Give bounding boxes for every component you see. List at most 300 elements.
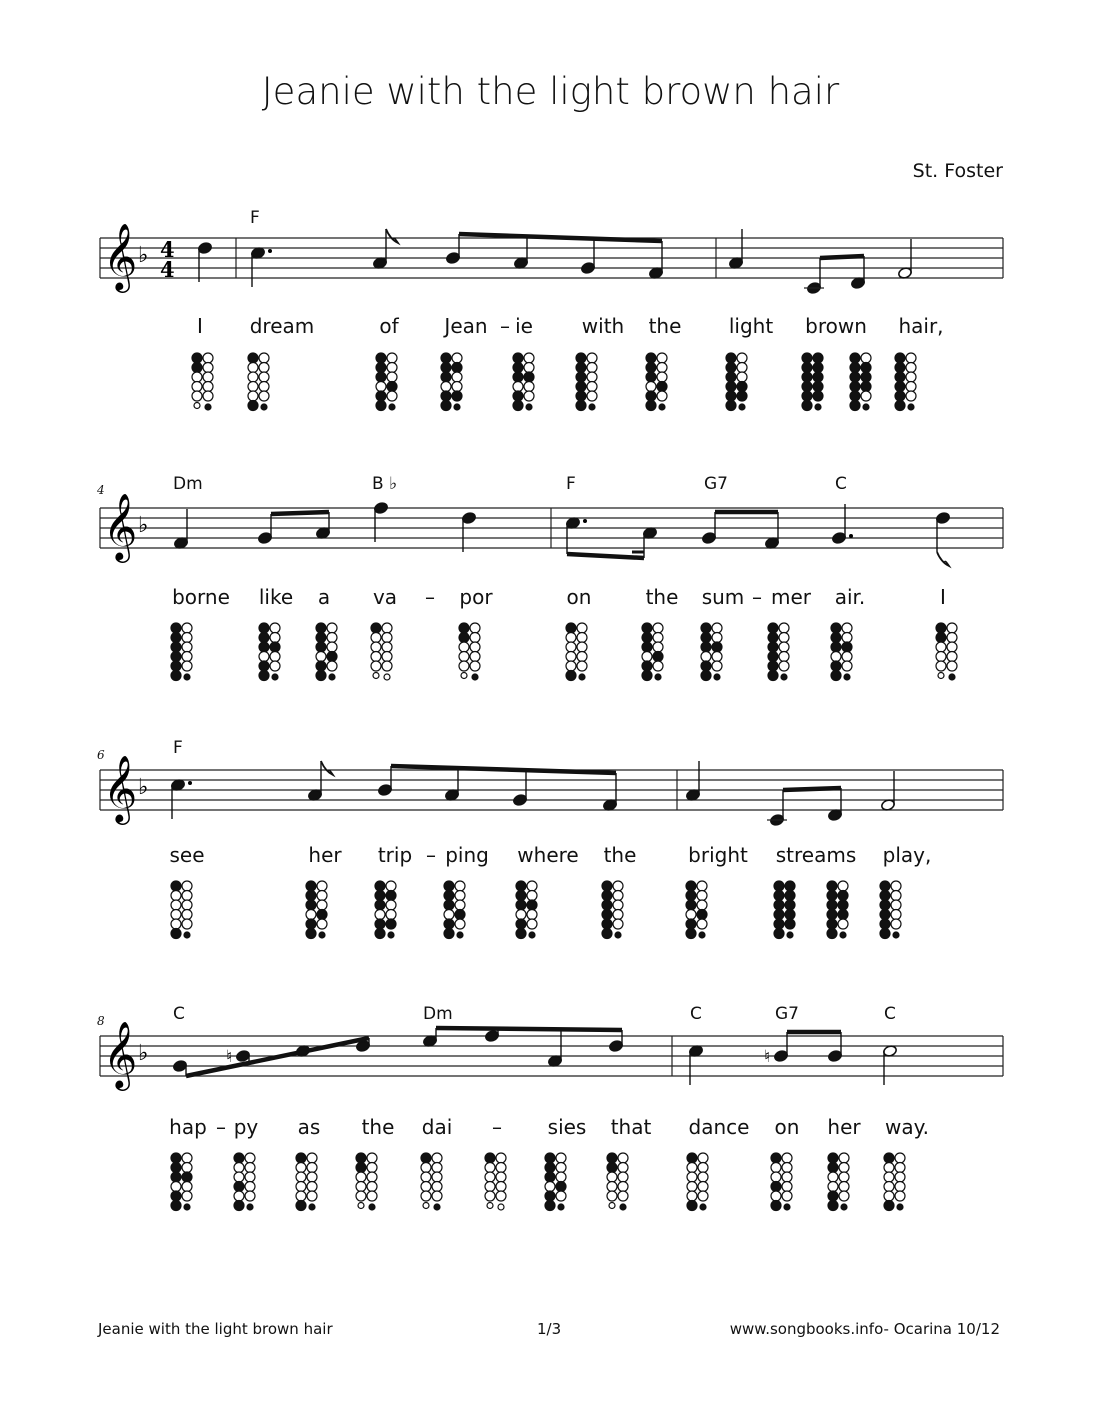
hole-closed xyxy=(375,919,385,929)
hole-closed xyxy=(513,401,523,411)
hole-open xyxy=(657,372,667,382)
hole-open xyxy=(307,1182,317,1192)
hole-open xyxy=(382,633,392,643)
hole-closed xyxy=(771,1201,781,1211)
lyric-hyphen: – xyxy=(500,314,510,338)
hole-closed xyxy=(516,900,526,910)
hole-closed xyxy=(459,633,469,643)
hole-open xyxy=(527,910,537,920)
hole-open xyxy=(182,900,192,910)
hole-open xyxy=(938,673,944,679)
note-head xyxy=(485,1030,500,1043)
hole-closed xyxy=(192,353,202,363)
chord-symbol: G7 xyxy=(775,1004,799,1024)
hole-open xyxy=(470,623,480,633)
hole-open xyxy=(171,900,181,910)
hole-open xyxy=(317,881,327,891)
hole-open xyxy=(248,372,258,382)
hole-closed xyxy=(774,929,784,939)
hole-closed xyxy=(700,1204,706,1210)
hole-open xyxy=(203,391,213,401)
hole-open xyxy=(884,1182,894,1192)
hole-open xyxy=(607,1182,617,1192)
lyric-syllable: ie xyxy=(515,314,533,338)
hole-closed xyxy=(646,372,656,382)
note-head xyxy=(936,512,951,525)
lyric-syllable: I xyxy=(197,314,203,338)
hole-closed xyxy=(576,401,586,411)
hole-open xyxy=(842,633,852,643)
lyric-syllable: on xyxy=(774,1115,800,1139)
hole-closed xyxy=(375,891,385,901)
augmentation-dot xyxy=(268,249,272,253)
hole-closed xyxy=(371,623,381,633)
hole-closed xyxy=(802,372,812,382)
hole-closed xyxy=(895,391,905,401)
hole-closed xyxy=(726,353,736,363)
hole-open xyxy=(496,1163,506,1173)
hole-closed xyxy=(655,674,661,680)
lyric-syllable: mer xyxy=(770,585,812,609)
note-head xyxy=(258,532,273,545)
hole-open xyxy=(527,881,537,891)
hole-open xyxy=(687,1163,697,1173)
hole-closed xyxy=(615,932,621,938)
hole-open xyxy=(270,633,280,643)
hole-open xyxy=(356,1182,366,1192)
hole-open xyxy=(566,652,576,662)
hole-closed xyxy=(576,353,586,363)
hole-closed xyxy=(259,633,269,643)
hole-open xyxy=(259,353,269,363)
lyric-syllable: sum xyxy=(701,585,745,609)
hole-closed xyxy=(828,1191,838,1201)
hole-closed xyxy=(296,1153,306,1163)
lyric-syllable: way. xyxy=(885,1115,929,1139)
hole-open xyxy=(657,391,667,401)
hole-open xyxy=(371,652,381,662)
staff-system-2 xyxy=(0,492,1101,605)
hole-open xyxy=(642,652,652,662)
hole-closed xyxy=(687,1201,697,1211)
natural-sign: ♮ xyxy=(764,1047,771,1067)
hole-open xyxy=(687,1182,697,1192)
hole-open xyxy=(384,674,390,680)
hole-open xyxy=(367,1182,377,1192)
hole-open xyxy=(653,633,663,643)
hole-open xyxy=(587,391,597,401)
hole-open xyxy=(459,661,469,671)
hole-closed xyxy=(774,910,784,920)
hole-closed xyxy=(545,1153,555,1163)
hole-closed xyxy=(802,382,812,392)
hole-closed xyxy=(726,382,736,392)
hole-closed xyxy=(545,1163,555,1173)
hole-closed xyxy=(895,372,905,382)
hole-closed xyxy=(701,642,711,652)
hole-closed xyxy=(441,401,451,411)
hole-closed xyxy=(842,642,852,652)
hole-open xyxy=(245,1153,255,1163)
ocarina-fingering-diagram xyxy=(459,623,480,680)
hole-closed xyxy=(513,372,523,382)
hole-closed xyxy=(376,353,386,363)
hole-closed xyxy=(827,891,837,901)
hole-open xyxy=(697,900,707,910)
hole-closed xyxy=(880,919,890,929)
hole-open xyxy=(203,353,213,363)
hole-closed xyxy=(726,372,736,382)
hole-closed xyxy=(602,881,612,891)
ocarina-fingering-diagram xyxy=(827,881,848,939)
hole-closed xyxy=(576,372,586,382)
hole-open xyxy=(327,623,337,633)
hole-open xyxy=(192,391,202,401)
hole-closed xyxy=(827,881,837,891)
ocarina-fingering-diagram xyxy=(485,1153,506,1210)
hole-closed xyxy=(602,891,612,901)
hole-closed xyxy=(880,891,890,901)
lyric-syllable: her xyxy=(827,1115,861,1139)
ocarina-fingering-diagram xyxy=(850,353,871,411)
hole-open xyxy=(947,623,957,633)
hole-closed xyxy=(861,363,871,373)
hole-open xyxy=(455,881,465,891)
lyric-syllable: the xyxy=(645,585,679,609)
ocarina-fingering-diagram xyxy=(802,353,823,411)
hole-closed xyxy=(270,642,280,652)
chord-symbol: B ♭ xyxy=(372,474,398,494)
hole-open xyxy=(646,382,656,392)
ocarina-fingering-diagram xyxy=(602,881,623,939)
hole-closed xyxy=(831,661,841,671)
hole-closed xyxy=(259,671,269,681)
hole-open xyxy=(556,1191,566,1201)
hole-open xyxy=(613,900,623,910)
hole-open xyxy=(906,372,916,382)
ocarina-fingering-diagram xyxy=(171,623,192,681)
hole-open xyxy=(839,1182,849,1192)
hole-closed xyxy=(838,900,848,910)
ocarina-fingering-diagram xyxy=(576,353,597,411)
hole-open xyxy=(182,1191,192,1201)
lyric-syllable: a xyxy=(317,585,331,609)
hole-open xyxy=(234,1172,244,1182)
hole-open xyxy=(455,900,465,910)
hole-closed xyxy=(513,363,523,373)
note-head xyxy=(198,242,213,255)
hole-open xyxy=(556,1172,566,1182)
hole-open xyxy=(828,1172,838,1182)
hole-open xyxy=(577,623,587,633)
hole-closed xyxy=(513,353,523,363)
hole-open xyxy=(317,919,327,929)
hole-open xyxy=(884,1172,894,1182)
hole-closed xyxy=(516,881,526,891)
hole-closed xyxy=(566,623,576,633)
hole-closed xyxy=(171,881,181,891)
hole-closed xyxy=(171,623,181,633)
hole-open xyxy=(618,1191,628,1201)
hole-open xyxy=(839,1191,849,1201)
hole-open xyxy=(653,623,663,633)
hole-open xyxy=(444,910,454,920)
hole-open xyxy=(248,363,258,373)
hole-closed xyxy=(421,1153,431,1163)
hole-closed xyxy=(802,353,812,363)
hole-closed xyxy=(880,929,890,939)
hole-closed xyxy=(949,674,955,680)
hole-closed xyxy=(687,1153,697,1163)
hole-open xyxy=(653,642,663,652)
hole-closed xyxy=(171,1163,181,1173)
hole-open xyxy=(527,919,537,929)
note-beam xyxy=(820,256,864,258)
hole-open xyxy=(203,363,213,373)
ocarina-fingering-diagram xyxy=(566,623,587,681)
hole-open xyxy=(470,661,480,671)
hole-open xyxy=(387,363,397,373)
hole-open xyxy=(485,1172,495,1182)
ocarina-fingering-diagram xyxy=(895,353,916,411)
hole-closed xyxy=(524,372,534,382)
lyric-syllable: like xyxy=(258,585,294,609)
flat-key-signature: ♭ xyxy=(138,775,149,800)
hole-closed xyxy=(441,363,451,373)
hole-open xyxy=(587,363,597,373)
hole-closed xyxy=(376,363,386,373)
chord-symbol: F xyxy=(566,474,576,494)
hole-open xyxy=(421,1191,431,1201)
hole-closed xyxy=(774,881,784,891)
hole-closed xyxy=(850,391,860,401)
lyric-syllable: borne xyxy=(172,585,230,609)
hole-closed xyxy=(642,661,652,671)
lyric-syllable: Jean xyxy=(444,314,488,338)
hole-open xyxy=(712,661,722,671)
hole-open xyxy=(545,1182,555,1192)
hole-closed xyxy=(863,404,869,410)
hole-closed xyxy=(602,919,612,929)
hole-open xyxy=(452,382,462,392)
hole-open xyxy=(182,633,192,643)
ocarina-fingering-diagram xyxy=(646,353,667,411)
ocarina-fingering-diagram xyxy=(421,1153,442,1210)
note-head xyxy=(374,502,389,515)
hole-closed xyxy=(850,353,860,363)
hole-closed xyxy=(316,623,326,633)
hole-open xyxy=(182,919,192,929)
hole-closed xyxy=(880,910,890,920)
hole-closed xyxy=(646,353,656,363)
hole-closed xyxy=(192,363,202,373)
note-head xyxy=(581,262,596,275)
hole-closed xyxy=(184,1204,190,1210)
hole-closed xyxy=(768,671,778,681)
hole-open xyxy=(936,642,946,652)
hole-open xyxy=(171,891,181,901)
hole-closed xyxy=(785,900,795,910)
hole-closed xyxy=(389,404,395,410)
hole-closed xyxy=(316,671,326,681)
hole-open xyxy=(895,1172,905,1182)
hole-closed xyxy=(850,363,860,373)
natural-sign: ♮ xyxy=(226,1047,233,1067)
hole-closed xyxy=(545,1172,555,1182)
hole-open xyxy=(182,1163,192,1173)
hole-open xyxy=(936,652,946,662)
hole-closed xyxy=(182,1172,192,1182)
lyric-syllable: as xyxy=(297,1115,321,1139)
hole-open xyxy=(307,1191,317,1201)
hole-closed xyxy=(686,900,696,910)
hole-closed xyxy=(768,642,778,652)
treble-clef: 𝄞 xyxy=(103,492,138,560)
hole-open xyxy=(906,363,916,373)
hole-open xyxy=(455,891,465,901)
hole-open xyxy=(373,673,379,679)
hole-closed xyxy=(726,401,736,411)
hole-open xyxy=(496,1153,506,1163)
hole-open xyxy=(587,353,597,363)
hole-closed xyxy=(171,1191,181,1201)
note-head xyxy=(609,1040,624,1053)
hole-open xyxy=(192,372,202,382)
flat-key-signature: ♭ xyxy=(138,513,149,538)
hole-closed xyxy=(897,1204,903,1210)
hole-open xyxy=(895,1153,905,1163)
hole-open xyxy=(524,353,534,363)
ocarina-fingering-diagram xyxy=(884,1153,905,1211)
hole-closed xyxy=(248,401,258,411)
note-head xyxy=(832,532,847,545)
ocarina-fingering-diagram xyxy=(371,623,392,680)
hole-open xyxy=(891,881,901,891)
hole-open xyxy=(270,661,280,671)
hole-open xyxy=(317,891,327,901)
ocarina-fingering-diagram xyxy=(828,1153,849,1211)
ocarina-fingering-diagram xyxy=(356,1153,377,1210)
hole-closed xyxy=(784,1204,790,1210)
hole-closed xyxy=(234,1153,244,1163)
hole-open xyxy=(712,623,722,633)
hole-closed xyxy=(771,1153,781,1163)
hole-open xyxy=(367,1153,377,1163)
hole-closed xyxy=(272,674,278,680)
hole-open xyxy=(376,382,386,392)
chord-symbol: Dm xyxy=(173,474,203,494)
lyric-syllable: where xyxy=(517,843,579,867)
hole-closed xyxy=(306,881,316,891)
hole-open xyxy=(182,910,192,920)
hole-closed xyxy=(850,382,860,392)
hole-closed xyxy=(768,623,778,633)
hole-open xyxy=(577,633,587,643)
hole-open xyxy=(496,1191,506,1201)
lyric-syllable: hair, xyxy=(898,314,944,338)
hole-closed xyxy=(785,891,795,901)
hole-closed xyxy=(234,1201,244,1211)
hole-open xyxy=(455,919,465,929)
hole-open xyxy=(382,652,392,662)
hole-open xyxy=(459,652,469,662)
lyric-syllable: with xyxy=(581,314,625,338)
augmentation-dot xyxy=(583,519,587,523)
hole-closed xyxy=(699,932,705,938)
hole-closed xyxy=(802,391,812,401)
lyric-syllable: her xyxy=(308,843,342,867)
hole-open xyxy=(607,1191,617,1201)
hole-open xyxy=(356,1191,366,1201)
hole-open xyxy=(701,652,711,662)
hole-open xyxy=(498,1204,504,1210)
hole-open xyxy=(737,363,747,373)
hole-closed xyxy=(444,929,454,939)
hole-open xyxy=(441,382,451,392)
ocarina-fingering-diagram xyxy=(936,623,957,680)
hole-open xyxy=(613,919,623,929)
chord-symbol: C xyxy=(690,1004,702,1024)
hole-open xyxy=(203,382,213,392)
hole-closed xyxy=(516,929,526,939)
hole-closed xyxy=(566,671,576,681)
hole-closed xyxy=(774,900,784,910)
hole-open xyxy=(182,642,192,652)
ocarina-fingering-diagram xyxy=(687,1153,708,1211)
hole-open xyxy=(587,372,597,382)
note-beam xyxy=(783,788,841,790)
hole-closed xyxy=(620,1204,626,1210)
note-head xyxy=(774,1050,789,1063)
hole-open xyxy=(779,652,789,662)
hole-open xyxy=(182,1153,192,1163)
hole-closed xyxy=(444,891,454,901)
hole-closed xyxy=(607,1163,617,1173)
hole-open xyxy=(771,1172,781,1182)
hole-open xyxy=(485,1163,495,1173)
note-head xyxy=(236,1050,251,1063)
ocarina-fingering-diagram xyxy=(316,623,337,681)
hole-closed xyxy=(457,932,463,938)
hole-open xyxy=(782,1163,792,1173)
hole-closed xyxy=(646,401,656,411)
hole-open xyxy=(307,1172,317,1182)
hole-open xyxy=(947,633,957,643)
lyric-syllable: dai xyxy=(421,1115,453,1139)
hole-open xyxy=(828,1182,838,1192)
hole-open xyxy=(259,372,269,382)
lyric-syllable: hap xyxy=(169,1115,207,1139)
hole-closed xyxy=(306,929,316,939)
hole-open xyxy=(566,642,576,652)
hole-closed xyxy=(895,382,905,392)
hole-closed xyxy=(261,404,267,410)
hole-open xyxy=(182,652,192,662)
hole-closed xyxy=(516,919,526,929)
hole-open xyxy=(782,1191,792,1201)
hole-open xyxy=(182,881,192,891)
time-signature: 4 xyxy=(160,237,175,262)
hole-closed xyxy=(936,623,946,633)
composer: St. Foster xyxy=(912,160,1003,182)
hole-closed xyxy=(388,932,394,938)
hole-closed xyxy=(529,932,535,938)
lyric-syllable: py xyxy=(233,1115,259,1139)
hole-open xyxy=(375,910,385,920)
hole-open xyxy=(609,1203,615,1209)
ocarina-fingering-diagram xyxy=(441,353,462,411)
hole-open xyxy=(524,391,534,401)
